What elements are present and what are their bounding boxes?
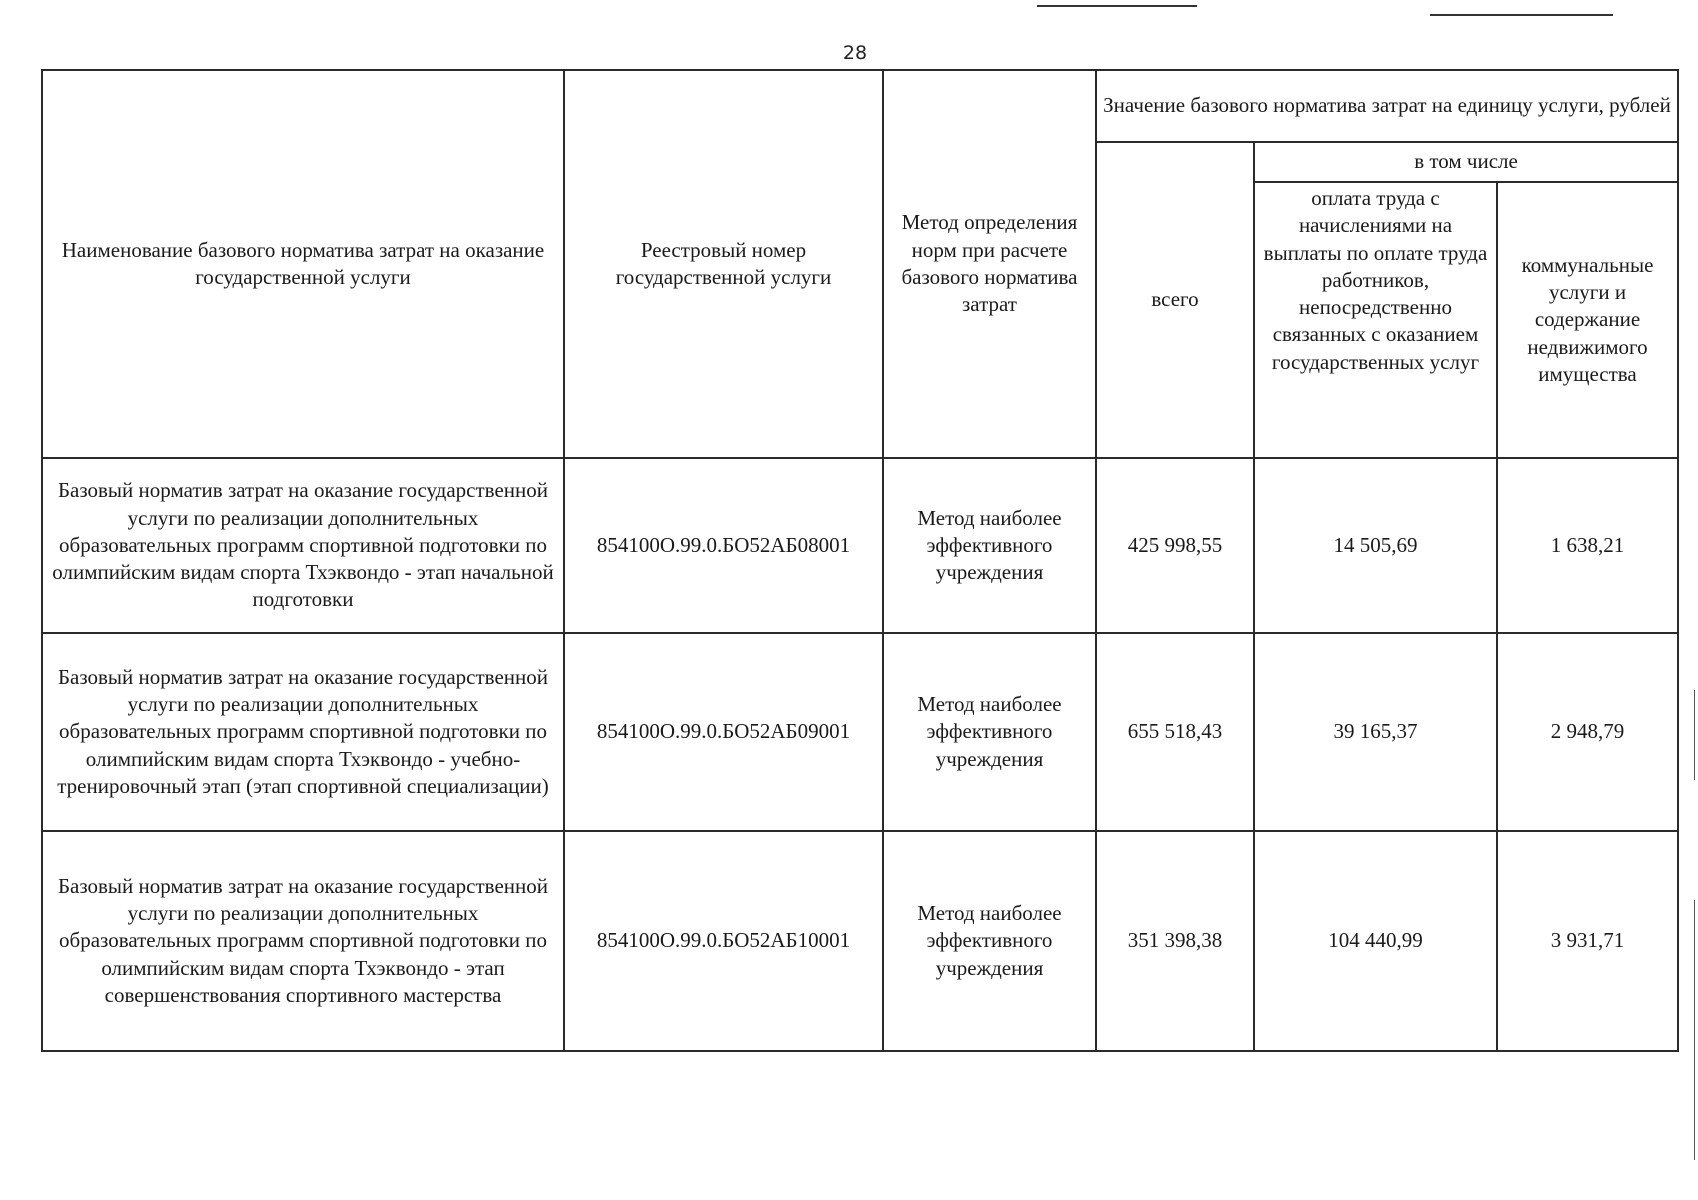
header-utilities: коммунальные услуги и содержание недвижимого имущества (1497, 182, 1678, 458)
cell-utilities: 1 638,21 (1497, 458, 1678, 633)
table-row (42, 458, 1678, 633)
cell-utilities: 3 931,71 (1497, 831, 1678, 1051)
cell-name: Базовый норматив затрат на оказание государственной услуги по реализации дополнительных образовательных программ спортивной подготовки по олимпийским видам спорта Тхэквондо - учебно-тренировочный этап (этап спортивной специализации) (42, 633, 564, 831)
cell-total: 351 398,38 (1096, 831, 1254, 1051)
header-registry: Реестровый номер государственной услуги (564, 70, 883, 458)
cost-norms-table (41, 69, 1679, 1052)
scan-artifact-line (1037, 5, 1197, 7)
cell-name: Базовый норматив затрат на оказание государственной услуги по реализации дополнительных образовательных программ спортивной подготовки по олимпийским видам спорта Тхэквондо - этап совершенствования спортивного мастерства (42, 831, 564, 1051)
header-including: в том числе (1254, 142, 1678, 182)
cell-method: Метод наиболее эффективного учреждения (883, 633, 1096, 831)
cell-labor: 104 440,99 (1254, 831, 1497, 1051)
cell-name: Базовый норматив затрат на оказание государственной услуги по реализации дополнительных образовательных программ спортивной подготовки по олимпийским видам спорта Тхэквондо - этап начальной подготовки (42, 458, 564, 633)
table-row (42, 633, 1678, 831)
scan-artifact-line (1430, 14, 1613, 16)
header-value-group: Значение базового норматива затрат на единицу услуги, рублей (1096, 70, 1678, 142)
cell-method: Метод наиболее эффективного учреждения (883, 458, 1096, 633)
cell-method: Метод наиболее эффективного учреждения (883, 831, 1096, 1051)
header-name: Наименование базового норматива затрат на оказание государственной услуги (42, 70, 564, 458)
cell-total: 425 998,55 (1096, 458, 1254, 633)
cell-utilities: 2 948,79 (1497, 633, 1678, 831)
cell-labor: 14 505,69 (1254, 458, 1497, 633)
cell-labor: 39 165,37 (1254, 633, 1497, 831)
header-labor: оплата труда с начислениями на выплаты по оплате труда работников, непосредственно связанных с оказанием государственных услуг (1254, 182, 1497, 458)
cell-registry: 854100О.99.0.БО52АБ10001 (564, 831, 883, 1051)
cell-registry: 854100О.99.0.БО52АБ09001 (564, 633, 883, 831)
scan-artifact-edge (1694, 690, 1695, 780)
table-header (42, 70, 1678, 458)
table-row (42, 831, 1678, 1051)
scan-artifact-edge (1694, 900, 1695, 1160)
cell-registry: 854100О.99.0.БО52АБ08001 (564, 458, 883, 633)
header-total: всего (1096, 142, 1254, 458)
cell-total: 655 518,43 (1096, 633, 1254, 831)
header-method: Метод определения норм при расчете базового норматива затрат (883, 70, 1096, 458)
page-number: 28 (842, 42, 868, 64)
